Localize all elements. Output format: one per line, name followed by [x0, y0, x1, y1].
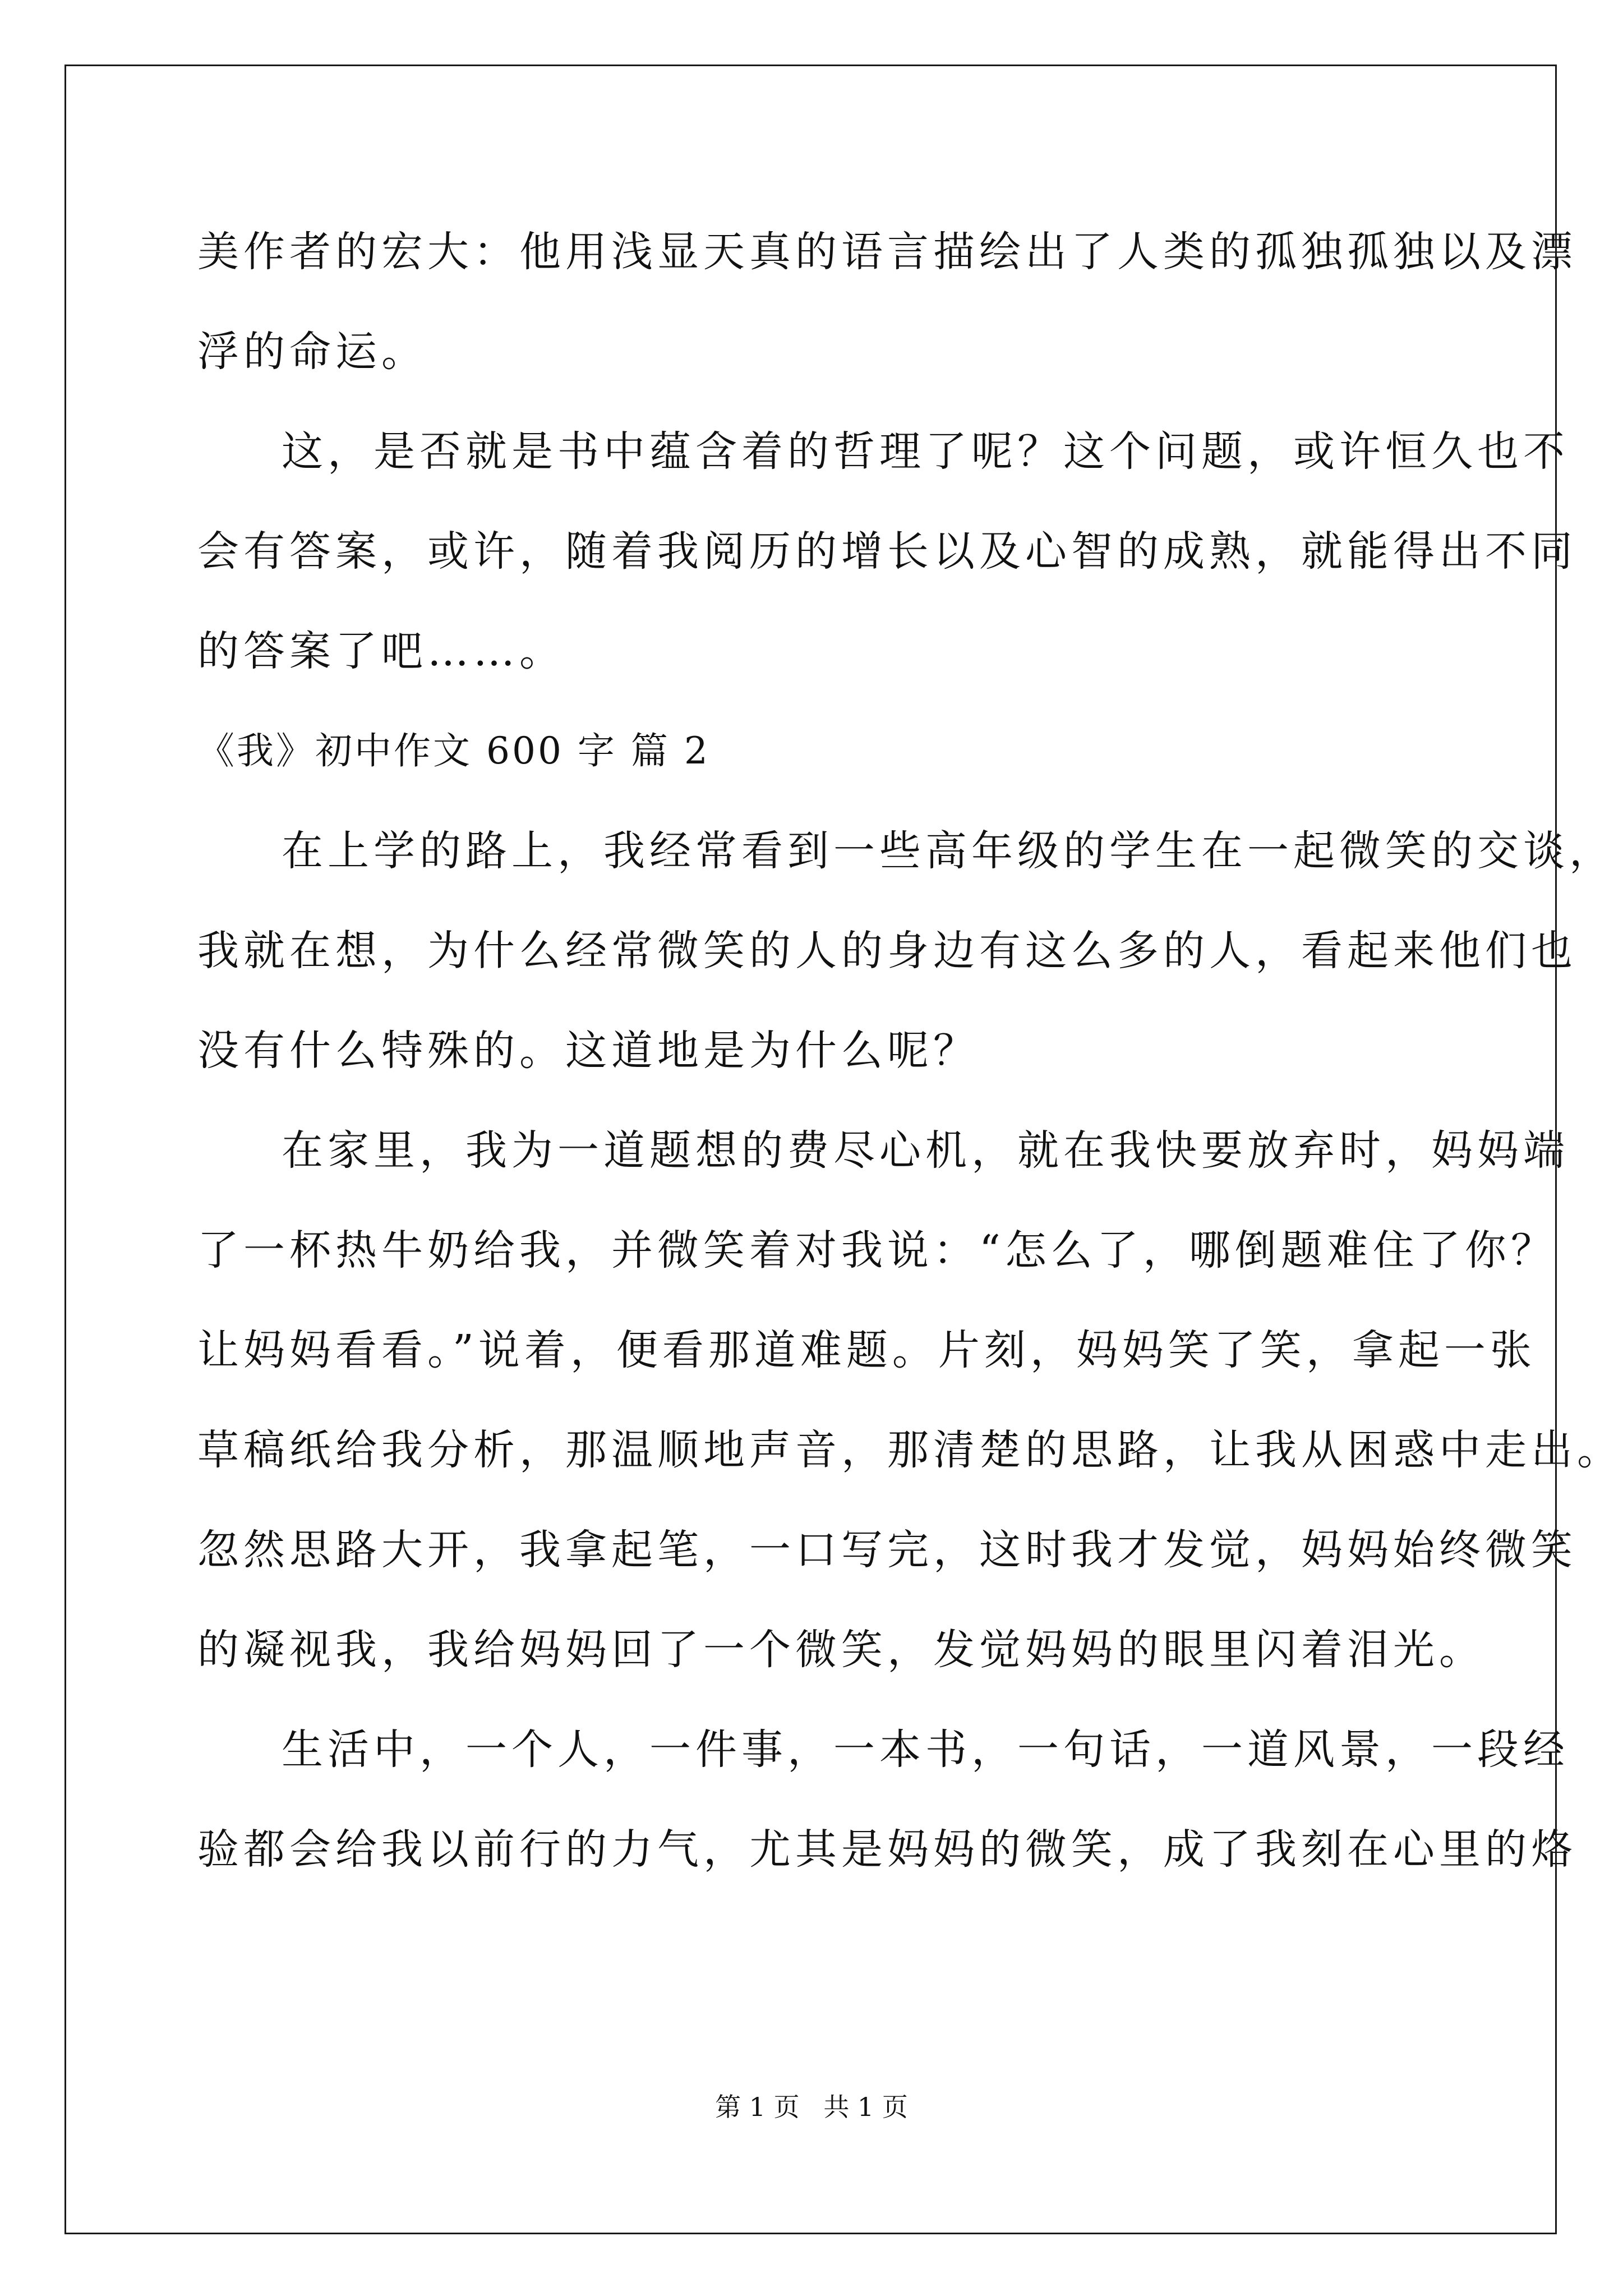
text-line: 这，是否就是书中蕴含着的哲理了呢？这个问题，或许恒久也不 [282, 427, 1569, 476]
text-line: 了一杯热牛奶给我，并微笑着对我说：“怎么了，哪倒题难住了你？ [197, 1226, 1557, 1274]
text-line: 的答案了吧……。 [197, 627, 565, 675]
document-body [197, 202, 1623, 1899]
text-line: 在上学的路上，我经常看到一些高年级的学生在一起微笑的交谈， [282, 827, 1615, 875]
page-number: 第 1 页 [715, 2092, 800, 2122]
text-line: 生活中，一个人，一件事，一本书，一句话，一道风景，一段经 [282, 1726, 1569, 1774]
page-footer [0, 2087, 1623, 2124]
text-line: 浮的命运。 [197, 328, 427, 376]
text-line: 验都会给我以前行的力气，尤其是妈妈的微笑，成了我刻在心里的烙 [197, 1825, 1577, 1874]
text-line: 在家里，我为一道题想的费尽心机，就在我快要放弃时，妈妈端 [282, 1126, 1569, 1175]
text-line: 美作者的宏大：他用浅显天真的语言描绘出了人类的孤独孤独以及漂 [197, 228, 1577, 276]
text-line: 我就在想，为什么经常微笑的人的身边有这么多的人，看起来他们也 [197, 927, 1577, 975]
text-line: 会有答案，或许，随着我阅历的增长以及心智的成熟，就能得出不同 [197, 527, 1577, 576]
text-line: 草稿纸给我分析，那温顺地声音，那清楚的思路，让我从困惑中走出。 [197, 1426, 1623, 1474]
text-line: 的凝视我，我给妈妈回了一个微笑，发觉妈妈的眼里闪着泪光。 [197, 1626, 1485, 1674]
section-heading: 《我》初中作文 600 字 篇 2 [197, 729, 710, 772]
page-total: 共 1 页 [823, 2092, 908, 2122]
text-line: 忽然思路大开，我拿起笔，一口写完，这时我才发觉，妈妈始终微笑 [197, 1526, 1577, 1574]
text-line: 让妈妈看看。”说着，便看那道难题。片刻，妈妈笑了笑，拿起一张 [197, 1326, 1536, 1374]
text-line: 没有什么特殊的。这道地是为什么呢？ [197, 1027, 979, 1075]
